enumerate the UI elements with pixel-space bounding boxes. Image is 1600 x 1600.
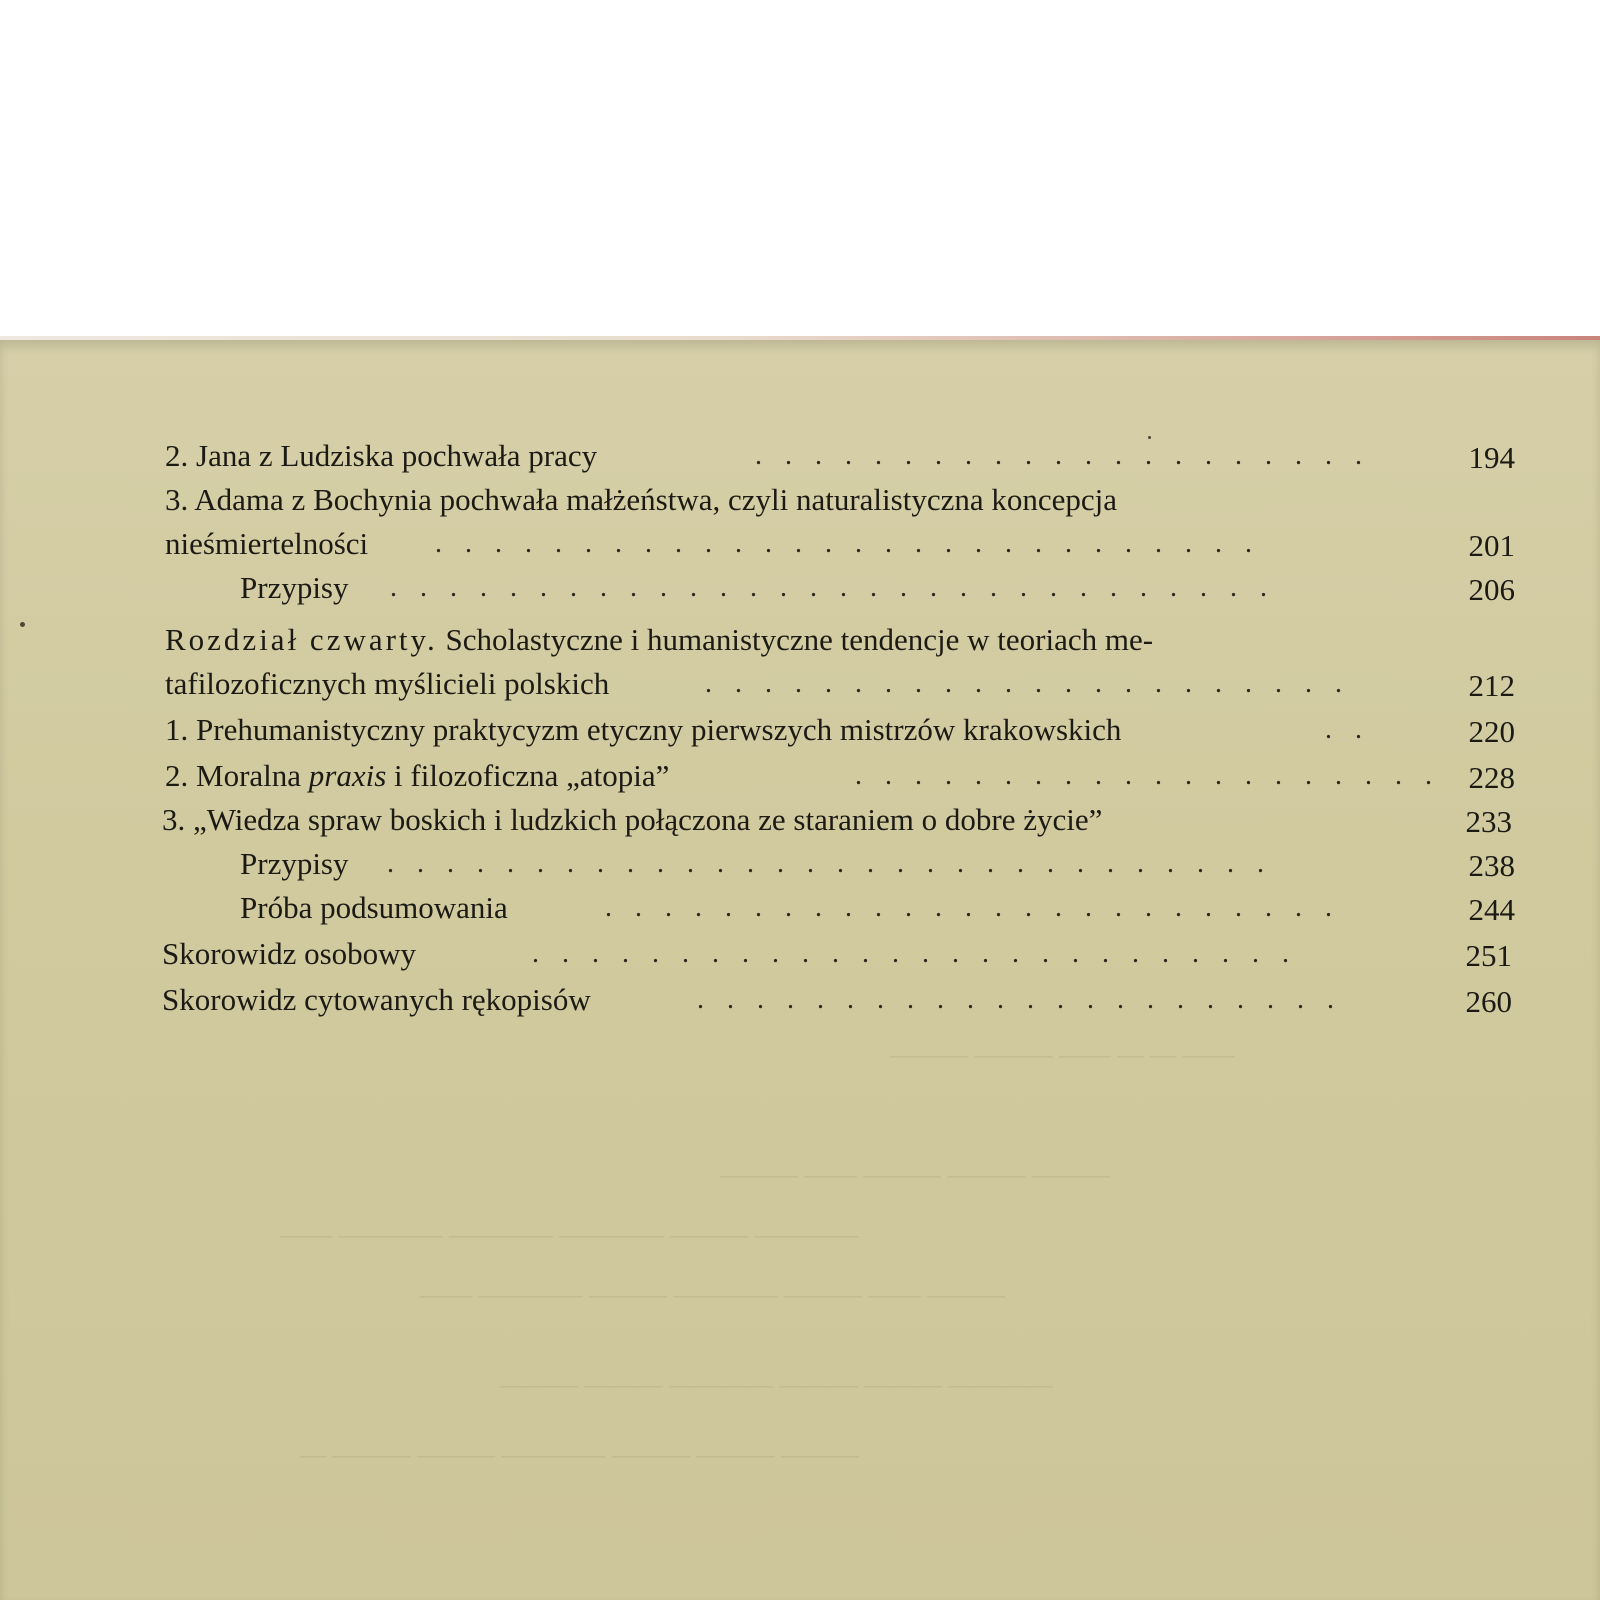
bleed-through-text: ——— ——— ——— ———— ——— ——— — <box>300 1440 859 1469</box>
toc-entry-text: 1. Prehumanistyczny praktycyzm etyczny pierwszych mistrzów krakowskich <box>165 712 1122 747</box>
dot-leader: . . . . . . . . . . . . . . . . . . . . . . . . . . <box>532 938 1297 969</box>
toc-entry-moralna-praxis <box>165 754 1515 798</box>
toc-entry-adama-z-bochynia <box>165 478 1515 566</box>
toc-page-number: 260 <box>1465 984 1512 1019</box>
toc-entry-przypisy-1 <box>165 566 1515 610</box>
toc-entry-prehumanistyczny <box>165 708 1515 752</box>
dot-leader: . . . . . . . . . . . . . . . . . . . . . . . . . <box>605 892 1340 923</box>
dot-leader: . . . . . . . . . . . . . . . . . . . . . . <box>697 984 1342 1015</box>
toc-entry-text: Próba podsumowania <box>240 890 508 925</box>
toc-page-number: 220 <box>1468 714 1515 749</box>
dot-leader: . . . . . . . . . . . . . . . . . . . . . . <box>705 668 1350 699</box>
page-speck <box>20 622 25 627</box>
toc-entry-continuation: nieśmiertelności <box>165 526 369 561</box>
dot-leader: . . . . . . . . . . . . . . . . . . . . . . . . . . . . . . <box>387 848 1272 879</box>
toc-entry-skorowidz-osobowy <box>162 932 1512 976</box>
bleed-through-text: —— — — —— ——— ——— <box>890 1040 1235 1069</box>
toc-entry-continuation: tafilozoficznych myślicieli polskich <box>165 666 610 701</box>
toc-entry-text: Skorowidz cytowanych rękopisów <box>162 982 591 1017</box>
page-speck <box>1148 436 1151 439</box>
dot-leader: . . . . . . . . . . . . . . . . . . . . . <box>755 440 1370 471</box>
toc-page-number: 238 <box>1468 848 1515 883</box>
toc-entry-text: Skorowidz osobowy <box>162 936 417 971</box>
toc-page-number: 228 <box>1468 760 1515 795</box>
toc-page-number: 233 <box>1465 804 1512 839</box>
bleed-through-text: ———— ——— ———— ———— ———— —— <box>280 1220 859 1249</box>
dot-leader: . . <box>1325 714 1370 745</box>
toc-entry-text: Przypisy <box>240 846 349 881</box>
toc-entry-text: 3. „Wiedza spraw boskich i ludzkich połączona ze staraniem o dobre życie” <box>162 802 1103 837</box>
chapter-label: Rozdział czwarty. <box>165 622 438 657</box>
dot-leader: . . . . . . . . . . . . . . . . . . . . . . . . . . . . . . <box>390 572 1275 603</box>
toc-entry-text: 2. Jana z Ludziska pochwała pracy <box>165 438 598 473</box>
toc-entry-proba-podsumowania <box>165 886 1515 930</box>
entry-prefix: 2. Moralna <box>165 758 302 793</box>
toc-page-number: 201 <box>1468 528 1515 563</box>
toc-entry-text: 3. Adama z Bochynia pochwała małżeństwa, czyli naturalistyczna koncepcja <box>165 482 1118 517</box>
chapter-title: Scholastyczne i humanistyczne tendencje w teoriach me- <box>445 622 1154 657</box>
toc-page-number: 251 <box>1465 938 1512 973</box>
toc-page-number: 212 <box>1468 668 1515 703</box>
dot-leader: . . . . . . . . . . . . . . . . . . . . <box>855 760 1440 791</box>
toc-page-number: 206 <box>1468 572 1515 607</box>
table-of-contents <box>0 340 1600 1600</box>
toc-entry-text <box>165 754 669 798</box>
bleed-through-text: ——— ——— ——— —— ——— <box>720 1160 1110 1189</box>
toc-entry-przypisy-2 <box>165 842 1515 886</box>
toc-entry-wiedza-spraw <box>162 798 1512 842</box>
bleed-through-text: ———— ——— ——— ———— ——— ——— <box>500 1370 1053 1399</box>
toc-entry-text: Przypisy <box>240 570 349 605</box>
toc-entry-jana-z-ludziska <box>165 434 1515 478</box>
italic-term: praxis <box>308 758 387 793</box>
toc-entry-skorowidz-rekopisow <box>162 978 1512 1022</box>
dot-leader: . . . . . . . . . . . . . . . . . . . . . . . . . . . . <box>435 528 1260 559</box>
toc-page-number: 194 <box>1468 440 1515 475</box>
toc-entry-rozdzial-czwarty <box>165 618 1515 706</box>
toc-entry-text <box>165 618 1153 662</box>
toc-page-number: 244 <box>1468 892 1515 927</box>
bleed-through-text: ——— —— ——— ———— ——— ———— —— <box>420 1280 1005 1309</box>
entry-suffix: i filozoficzna „atopia” <box>394 758 670 793</box>
book-page <box>0 340 1600 1600</box>
